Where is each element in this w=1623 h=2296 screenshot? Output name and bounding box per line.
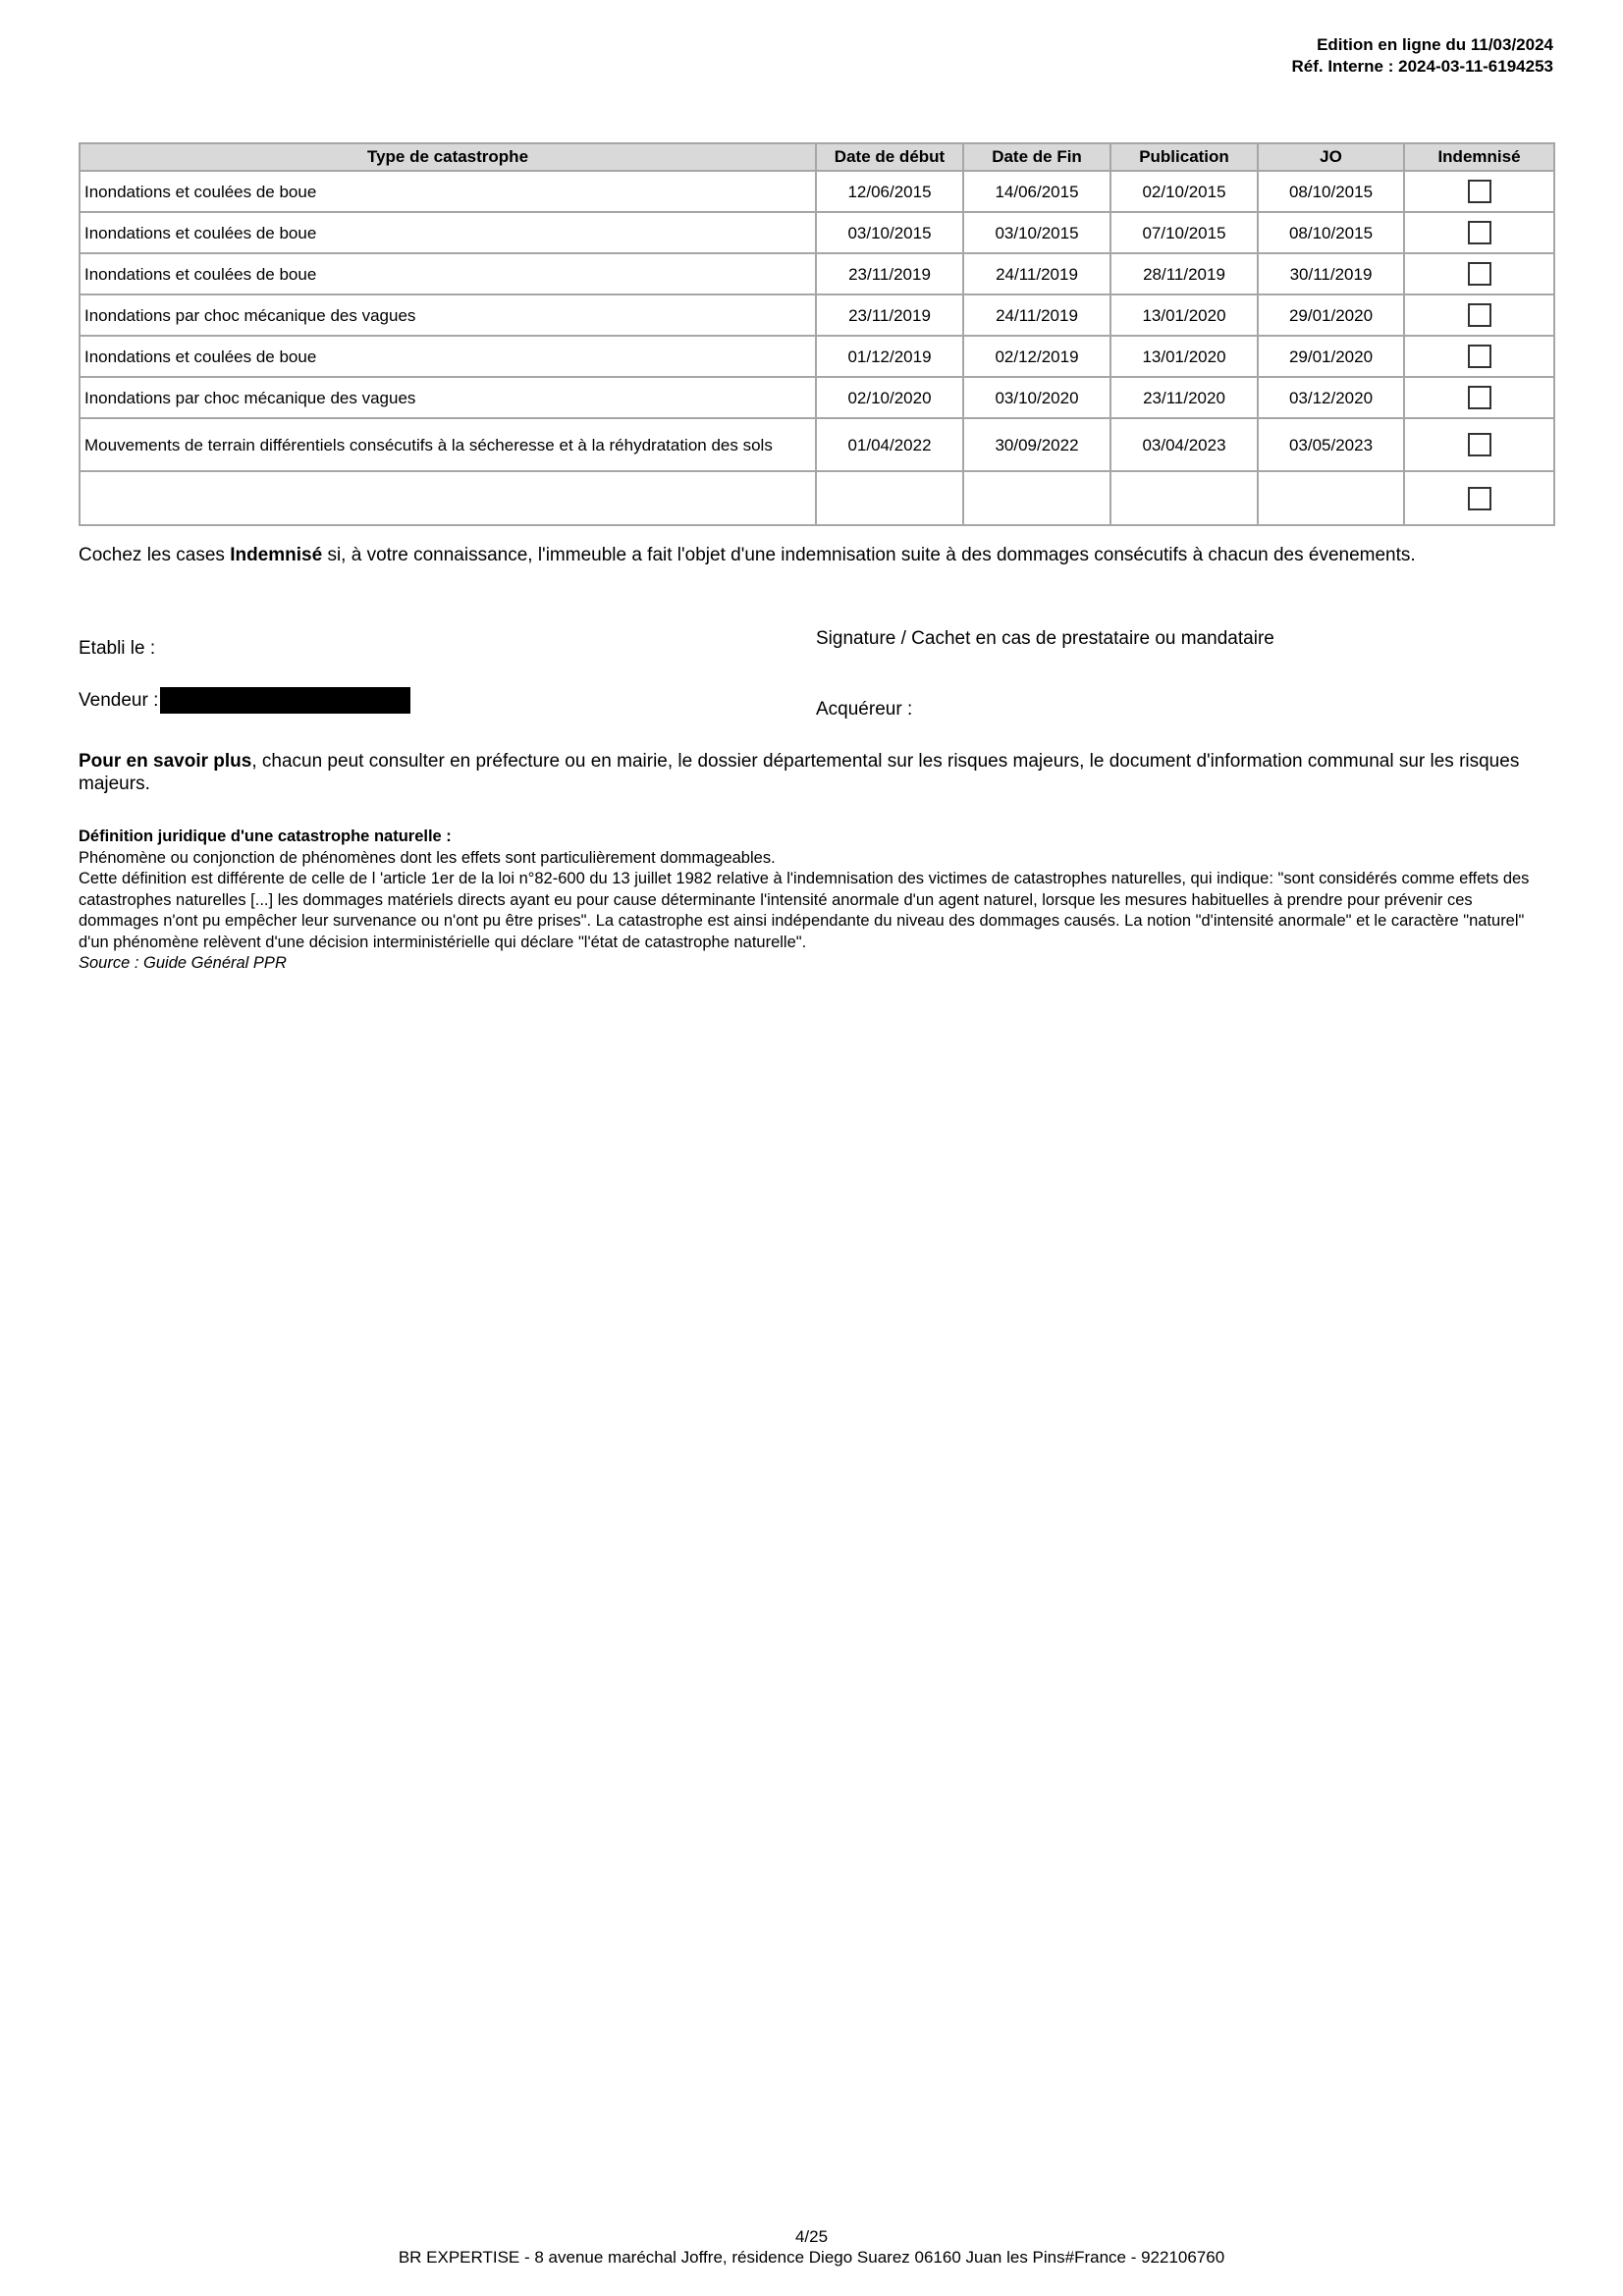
header-publication: Publication [1110,143,1258,171]
indemnise-checkbox[interactable] [1468,262,1491,286]
acquereur-label: Acquéreur : [816,699,913,720]
document-header [1292,34,1554,78]
cell-jo: 30/11/2019 [1258,253,1404,294]
cell-jo[interactable] [1258,471,1404,525]
cell-indemnise [1404,294,1554,336]
indemnise-checkbox[interactable] [1468,303,1491,327]
table-row-empty [80,471,1554,525]
cell-publication: 02/10/2015 [1110,171,1258,212]
etabli-le-label: Etabli le : [79,638,156,659]
signature-label: Signature / Cachet en cas de prestataire ou mandataire [816,628,1274,649]
cell-date-fin[interactable] [963,471,1110,525]
indemnise-checkbox[interactable] [1468,487,1491,510]
table-row [80,336,1554,377]
indemnise-checkbox[interactable] [1468,345,1491,368]
vendeur-label: Vendeur : [79,689,159,711]
definition-line-1: Phénomène ou conjonction de phénomènes dont les effets sont particulièrement dommageables. [79,848,776,867]
cell-date-debut: 23/11/2019 [816,294,963,336]
cell-indemnise [1404,336,1554,377]
catastrophe-table [79,142,1555,526]
cell-type: Inondations par choc mécanique des vagues [80,377,816,418]
indemnise-checkbox[interactable] [1468,180,1491,203]
cell-date-debut: 23/11/2019 [816,253,963,294]
cell-publication: 13/01/2020 [1110,336,1258,377]
cell-jo: 03/05/2023 [1258,418,1404,471]
cell-date-fin: 14/06/2015 [963,171,1110,212]
internal-reference: Réf. Interne : 2024-03-11-6194253 [1291,57,1553,76]
header-jo: JO [1258,143,1404,171]
cell-publication: 28/11/2019 [1110,253,1258,294]
cell-publication: 03/04/2023 [1110,418,1258,471]
cell-date-debut: 01/12/2019 [816,336,963,377]
company-address: BR EXPERTISE - 8 avenue maréchal Joffre, résidence Diego Suarez 06160 Juan les Pins#France - 922106760 [398,2248,1225,2267]
vendeur-field [79,687,410,714]
cell-jo: 29/01/2020 [1258,336,1404,377]
cell-date-debut[interactable] [816,471,963,525]
table-row [80,294,1554,336]
cell-indemnise [1404,253,1554,294]
cell-type: Mouvements de terrain différentiels consécutifs à la sécheresse et à la réhydratation des sols [80,418,816,471]
cell-date-fin: 24/11/2019 [963,294,1110,336]
indemnise-checkbox[interactable] [1468,386,1491,409]
cell-indemnise [1404,471,1554,525]
cell-type: Inondations et coulées de boue [80,171,816,212]
cell-date-debut: 03/10/2015 [816,212,963,253]
cell-jo: 03/12/2020 [1258,377,1404,418]
definition-line-2: Cette définition est différente de celle de l 'article 1er de la loi n°82-600 du 13 juillet 1982 relative à l'indemnisation des victimes de catastrophes naturelles, qui indique: "sont considérés comme effets des catastrophes naturelles [...] les dommages matériels directs ayant eu pour cause déterminante l'intensité anormale d'un agent naturel, lorsque les mesures habituelles à prendre pour prévenir ces dommages n'ont pu empêcher leur survenance ou n'ont pu être prises". La catastrophe est ainsi indépendante du niveau des dommages causés. La notion "d'intensité anormale" et le caractère "naturel" d'un phénomène relèvent d'une décision interministérielle qui déclare "l'état de catastrophe naturelle". [79,870,1530,951]
page-footer [0,2226,1623,2268]
header-type: Type de catastrophe [80,143,816,171]
cell-date-fin: 30/09/2022 [963,418,1110,471]
table-row [80,418,1554,471]
table-row [80,253,1554,294]
definition-source: Source : Guide Général PPR [79,954,287,972]
table-row [80,171,1554,212]
cell-type: Inondations par choc mécanique des vagues [80,294,816,336]
cell-date-fin: 03/10/2015 [963,212,1110,253]
cell-type[interactable] [80,471,816,525]
indemnise-checkbox[interactable] [1468,221,1491,244]
cell-date-debut: 01/04/2022 [816,418,963,471]
cell-jo: 08/10/2015 [1258,171,1404,212]
cell-publication: 13/01/2020 [1110,294,1258,336]
cell-date-fin: 03/10/2020 [963,377,1110,418]
cell-type: Inondations et coulées de boue [80,336,816,377]
cell-publication: 07/10/2015 [1110,212,1258,253]
cell-indemnise [1404,171,1554,212]
cell-publication: 23/11/2020 [1110,377,1258,418]
cell-date-debut: 12/06/2015 [816,171,963,212]
indemnise-instruction: Cochez les cases Indemnisé si, à votre connaissance, l'immeuble a fait l'objet d'une indemnisation suite à des dommages consécutifs à chacun des évenements. [79,545,1416,565]
page-number: 4/25 [794,2227,829,2246]
table-row [80,377,1554,418]
cell-publication[interactable] [1110,471,1258,525]
cell-date-fin: 24/11/2019 [963,253,1110,294]
definition-section [79,827,1553,975]
header-date-debut: Date de début [816,143,963,171]
edition-date: Edition en ligne du 11/03/2024 [1317,35,1553,54]
indemnise-keyword: Indemnisé [230,545,323,565]
indemnise-checkbox[interactable] [1468,433,1491,456]
cell-type: Inondations et coulées de boue [80,212,816,253]
cell-jo: 08/10/2015 [1258,212,1404,253]
pour-en-savoir-plus: Pour en savoir plus, chacun peut consulter en préfecture ou en mairie, le dossier départemental sur les risques majeurs, le document d'information communal sur les risques majeurs. [79,751,1520,794]
cell-date-debut: 02/10/2020 [816,377,963,418]
cell-date-fin: 02/12/2019 [963,336,1110,377]
header-date-fin: Date de Fin [963,143,1110,171]
header-indemnise: Indemnisé [1404,143,1554,171]
cell-indemnise [1404,418,1554,471]
cell-indemnise [1404,377,1554,418]
redacted-vendeur-name [160,687,410,714]
definition-title: Définition juridique d'une catastrophe naturelle : [79,828,452,845]
table-header-row [80,143,1554,171]
cell-jo: 29/01/2020 [1258,294,1404,336]
cell-type: Inondations et coulées de boue [80,253,816,294]
table-row [80,212,1554,253]
cell-indemnise [1404,212,1554,253]
